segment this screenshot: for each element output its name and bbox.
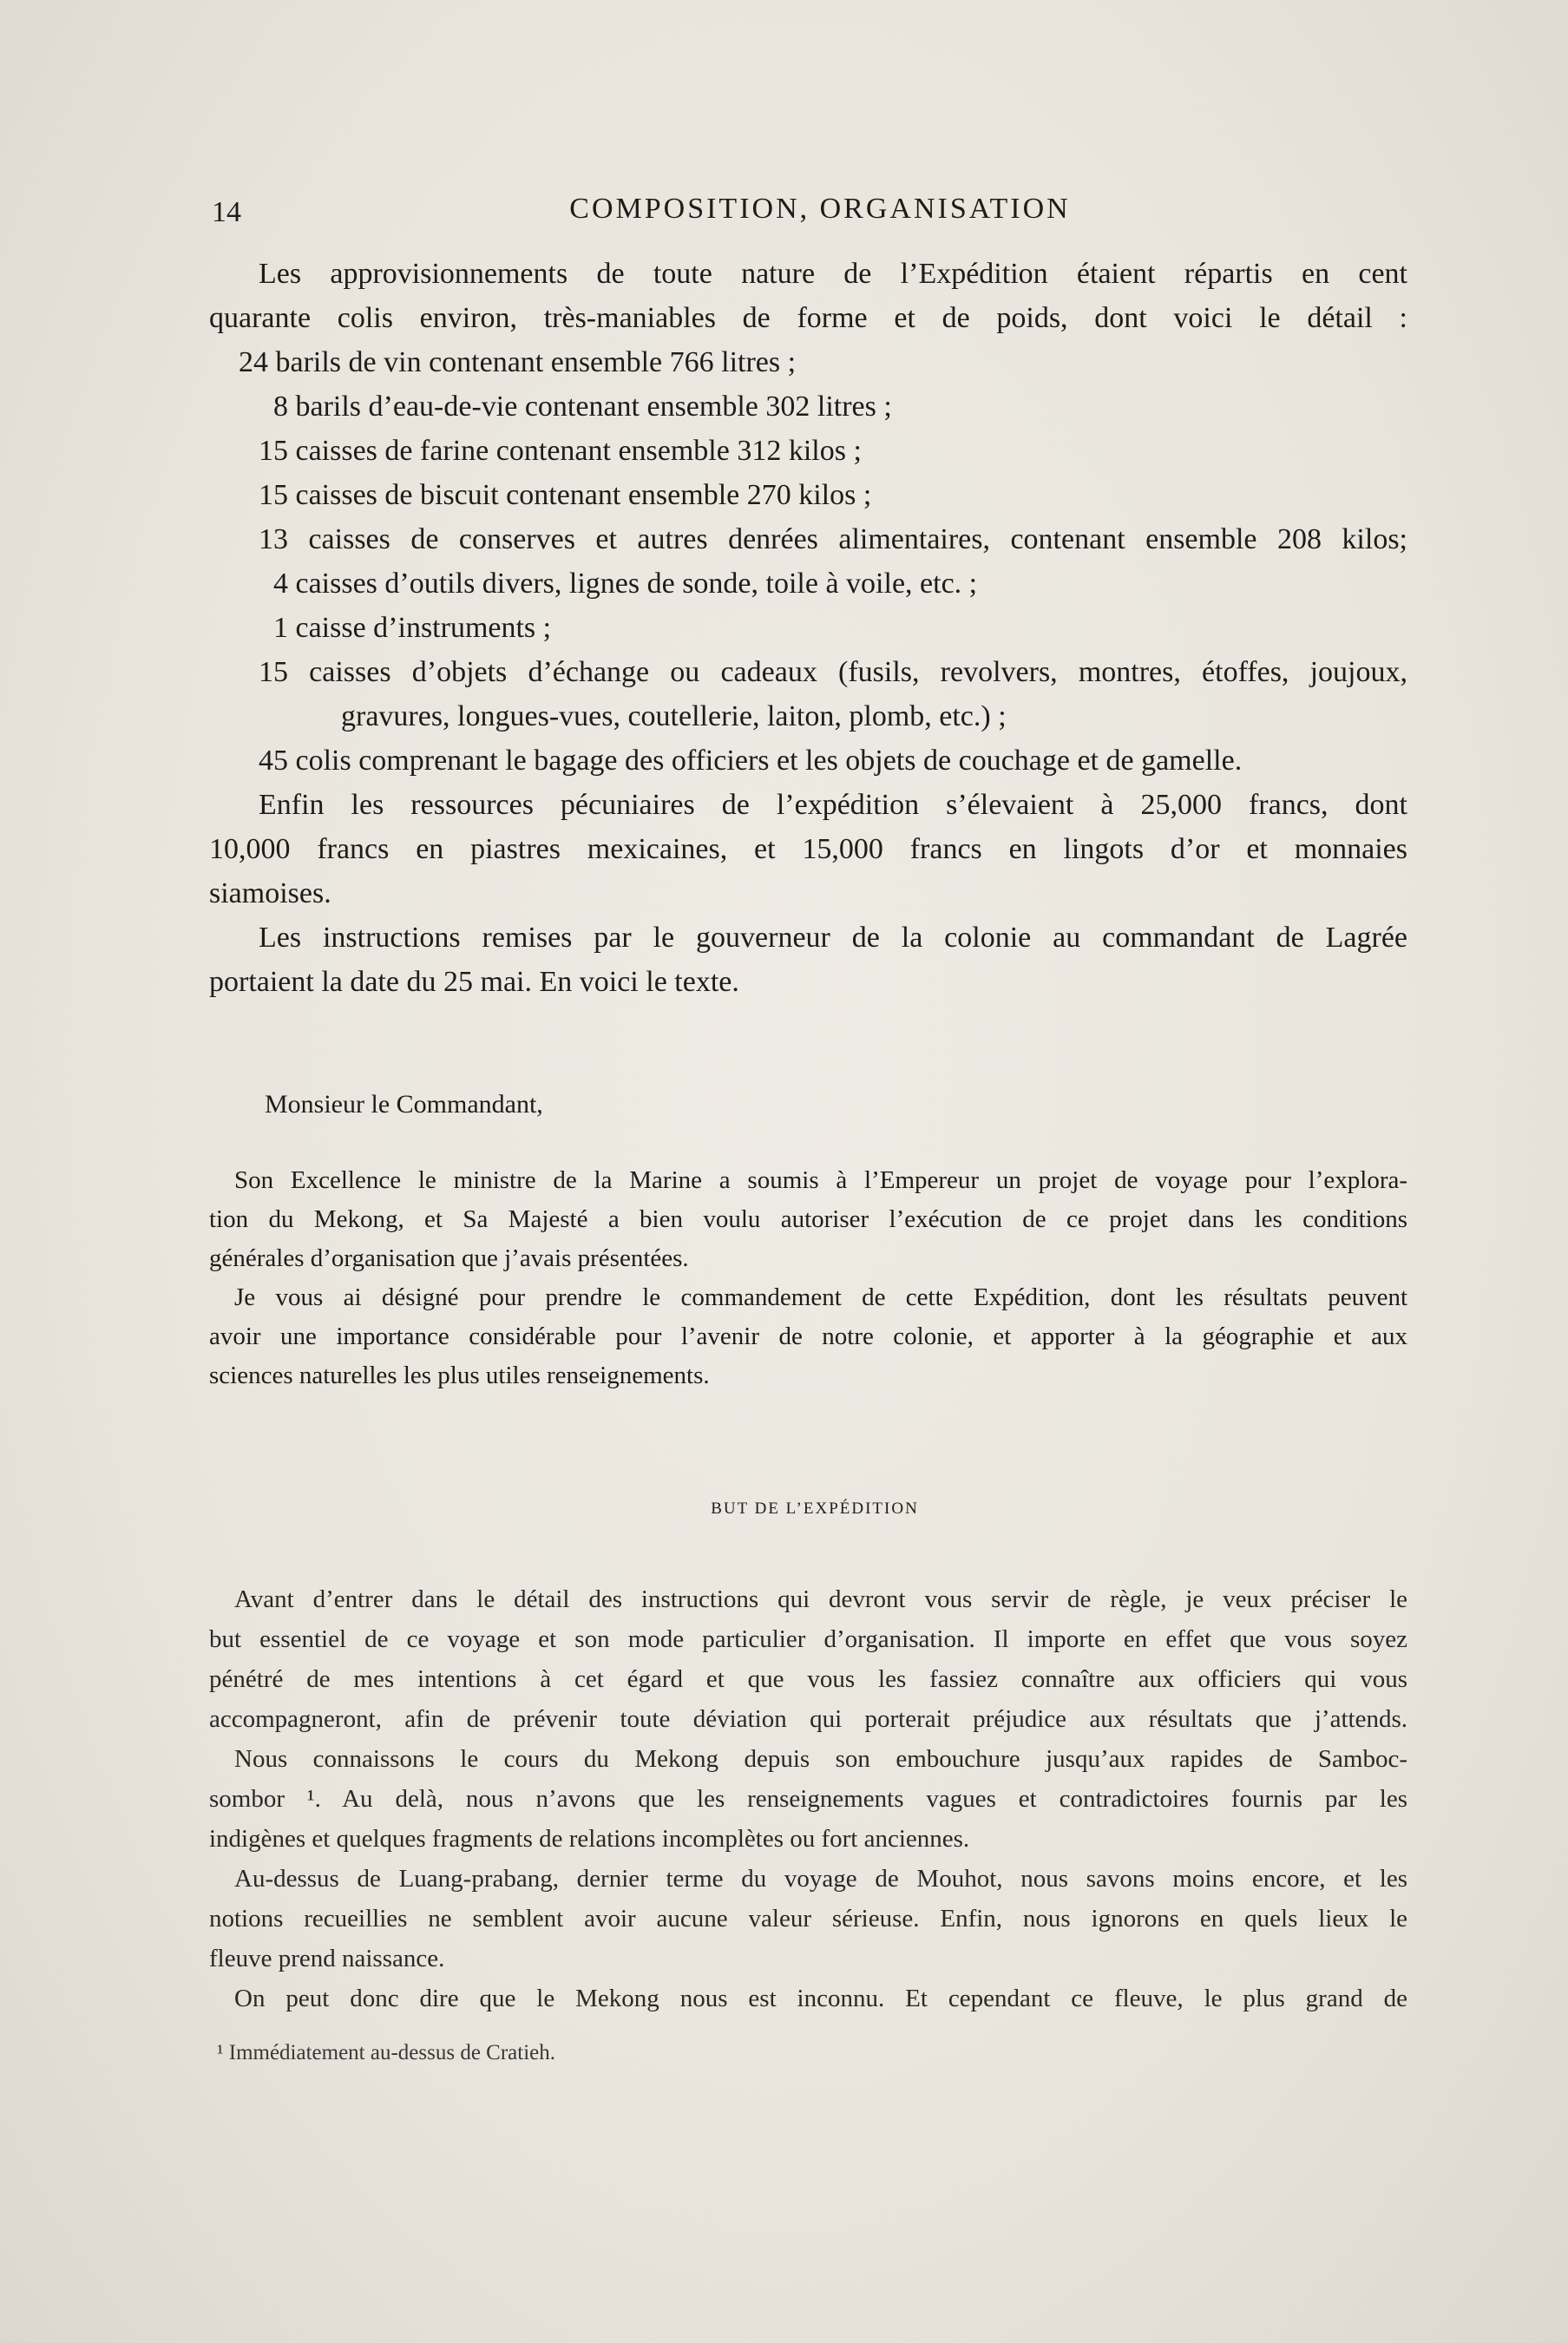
text-line: 10,000 francs en piastres mexicaines, et 15,000 francs en lingots d’or et monnaies <box>209 833 1407 865</box>
text-line: but essentiel de ce voyage et son mode particulier d’organisation. Il importe en effet que vous soyez <box>209 1625 1407 1653</box>
text-line: 15 caisses de biscuit contenant ensemble 270 kilos ; <box>259 479 872 511</box>
letter-body <box>209 1161 1407 1395</box>
text-line: notions recueillies ne semblent avoir aucune valeur sérieuse. Enfin, nous ignorons en quels lieux le <box>209 1905 1407 1933</box>
text-line: pénétré de mes intentions à cet égard et que vous les fassiez connaître aux officiers qui vous <box>209 1665 1407 1693</box>
letter-salutation: Monsieur le Commandant, <box>265 1090 543 1119</box>
text-line: indigènes et quelques fragments de relations incomplètes ou fort anciennes. <box>209 1825 970 1853</box>
running-head: COMPOSITION, ORGANISATION <box>569 193 1071 225</box>
text-line: Les instructions remises par le gouverneur de la colonie au commandant de Lagrée <box>259 922 1407 954</box>
text-line: Au-dessus de Luang-prabang, dernier terme du voyage de Mouhot, nous savons moins encore, et les <box>234 1865 1407 1893</box>
text-line: 4 caisses d’outils divers, lignes de sonde, toile à voile, etc. ; <box>273 568 978 600</box>
text-line: sciences naturelles les plus utiles renseignements. <box>209 1362 710 1389</box>
text-line: siamoises. <box>209 877 331 909</box>
page-number: 14 <box>212 196 241 228</box>
text-line: fleuve prend naissance. <box>209 1945 445 1972</box>
text-line: Les approvisionnements de toute nature de l’Expédition étaient répartis en cent <box>259 258 1407 290</box>
text-line: Enfin les ressources pécuniaires de l’expédition s’élevaient à 25,000 francs, dont <box>259 789 1407 821</box>
text-line: 15 caisses d’objets d’échange ou cadeaux (fusils, revolvers, montres, étoffes, joujoux, <box>259 656 1407 688</box>
text-line: portaient la date du 25 mai. En voici le texte. <box>209 966 739 998</box>
text-line: 24 barils de vin contenant ensemble 766 litres ; <box>239 346 797 378</box>
text-line: Nous connaissons le cours du Mekong depuis son embouchure jusqu’aux rapides de Samboc- <box>234 1745 1407 1773</box>
text-line: gravures, longues-vues, coutellerie, laiton, plomb, etc.) ; <box>341 700 1007 732</box>
text-line: 8 barils d’eau-de-vie contenant ensemble 302 litres ; <box>273 390 892 423</box>
text-line: sombor ¹. Au delà, nous n’avons que les renseignements vagues et contradictoires fournis par les <box>209 1785 1407 1813</box>
text-line: On peut donc dire que le Mekong nous est inconnu. Et cependant ce fleuve, le plus grand de <box>234 1985 1407 2012</box>
text-line: Avant d’entrer dans le détail des instructions qui devront vous servir de règle, je veux préciser le <box>234 1585 1407 1613</box>
provisions-section <box>209 252 1407 1004</box>
text-line: générales d’organisation que j’avais présentées. <box>209 1244 689 1272</box>
text-line: 13 caisses de conserves et autres denrées alimentaires, contenant ensemble 208 kilos; <box>259 523 1407 555</box>
footnote: ¹ Immédiatement au-dessus de Cratieh. <box>217 2041 556 2064</box>
text-line: Je vous ai désigné pour prendre le commandement de cette Expédition, dont les résultats peuvent <box>234 1283 1407 1311</box>
text-line: avoir une importance considérable pour l’avenir de notre colonie, et apporter à la géographie et aux <box>209 1322 1407 1350</box>
text-line: 15 caisses de farine contenant ensemble 312 kilos ; <box>259 435 862 467</box>
text-line: 45 colis comprenant le bagage des officiers et les objets de couchage et de gamelle. <box>259 745 1243 777</box>
expedition-purpose-section <box>209 1579 1407 2018</box>
text-line: tion du Mekong, et Sa Majesté a bien voulu autoriser l’exécution de ce projet dans les conditions <box>209 1205 1407 1233</box>
text-line: accompagneront, afin de prévenir toute déviation qui porterait préjudice aux résultats que j’attends. <box>209 1705 1407 1733</box>
text-line: quarante colis environ, très-maniables de forme et de poids, dont voici le détail : <box>209 302 1407 334</box>
section-heading: BUT DE L’EXPÉDITION <box>711 1500 919 1518</box>
text-line: Son Excellence le ministre de la Marine a soumis à l’Empereur un projet de voyage pour l’explora- <box>234 1166 1407 1194</box>
text-line: 1 caisse d’instruments ; <box>273 612 552 644</box>
